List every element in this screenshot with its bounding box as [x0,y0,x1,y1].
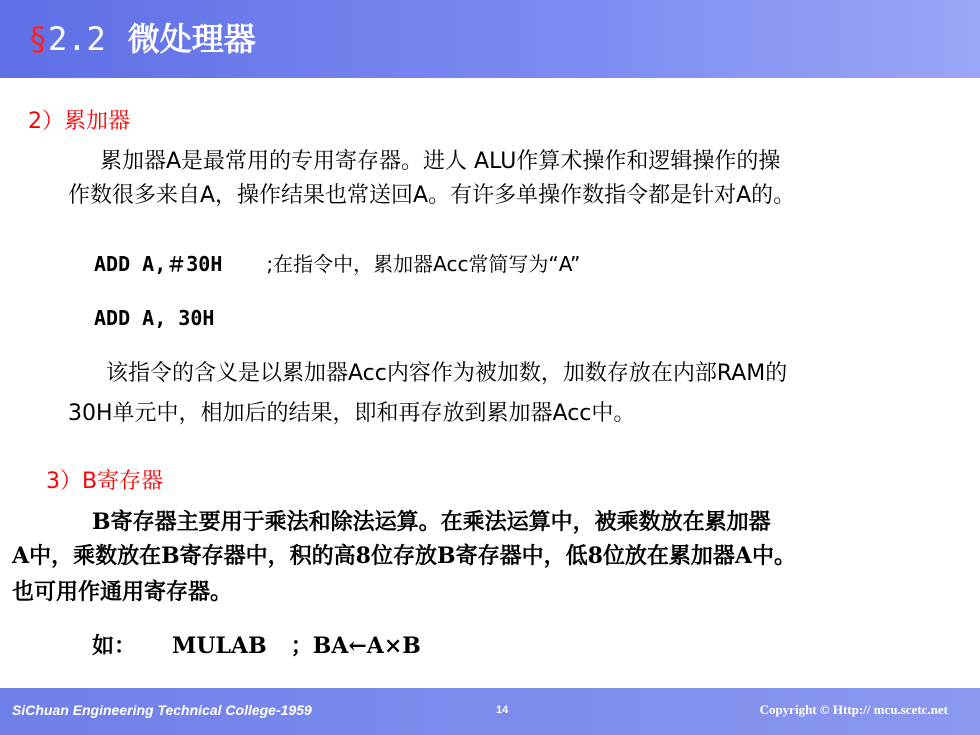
b-register-line-2: A中，乘数放在B寄存器中，积的高8位存放B寄存器中，低8位放在累加器A中。 [12,543,796,569]
slide-footer [0,688,980,735]
accumulator-explain-line-2: 30H单元中，相加后的结果，即和再存放到累加器Acc中。 [68,401,636,426]
footer-page-number: 14 [496,704,509,716]
b-register-line-1: B寄存器主要用于乘法和除法运算。在乘法运算中，被乘数放在累加器 [92,509,771,535]
accumulator-intro-line-2: 作数很多来自A，操作结果也常送回A。有许多单操作数指令都是针对A的。 [68,183,796,208]
b-register-heading: 3）B寄存器 [46,469,164,494]
section-title: 微处理器 [127,20,256,58]
section-number: 2.2 [48,20,106,58]
code-instruction-1: ADD A,＃30H [94,252,223,276]
footer-institution: SiChuan Engineering Technical College-1959 [12,702,312,718]
example-instruction: MULAB [172,633,267,659]
slide-header [0,0,980,78]
example-label: 如： [92,633,137,659]
b-register-example [92,630,421,662]
b-register-line-3: 也可用作通用寄存器。 [12,579,233,605]
accumulator-intro-line-1: 累加器A是最常用的专用寄存器。进人 ALU作算术操作和逻辑操作的操 [100,149,781,174]
code-line-1 [94,248,580,277]
slide-title [30,14,256,64]
section-symbol: § [30,20,46,58]
code-line-2: ADD A, 30H [94,306,215,330]
accumulator-heading: 2）累加器 [28,109,130,134]
accumulator-explain-line-1: 该指令的含义是以累加器Acc内容作为被加数，加数存放在内部RAM的 [106,361,788,386]
example-comment: ；BA←A×B [290,633,421,659]
code-comment-1: ;在指令中，累加器Acc常简写为“A” [266,252,581,276]
footer-copyright: Copyright © Http:// mcu.scetc.net [759,702,948,717]
